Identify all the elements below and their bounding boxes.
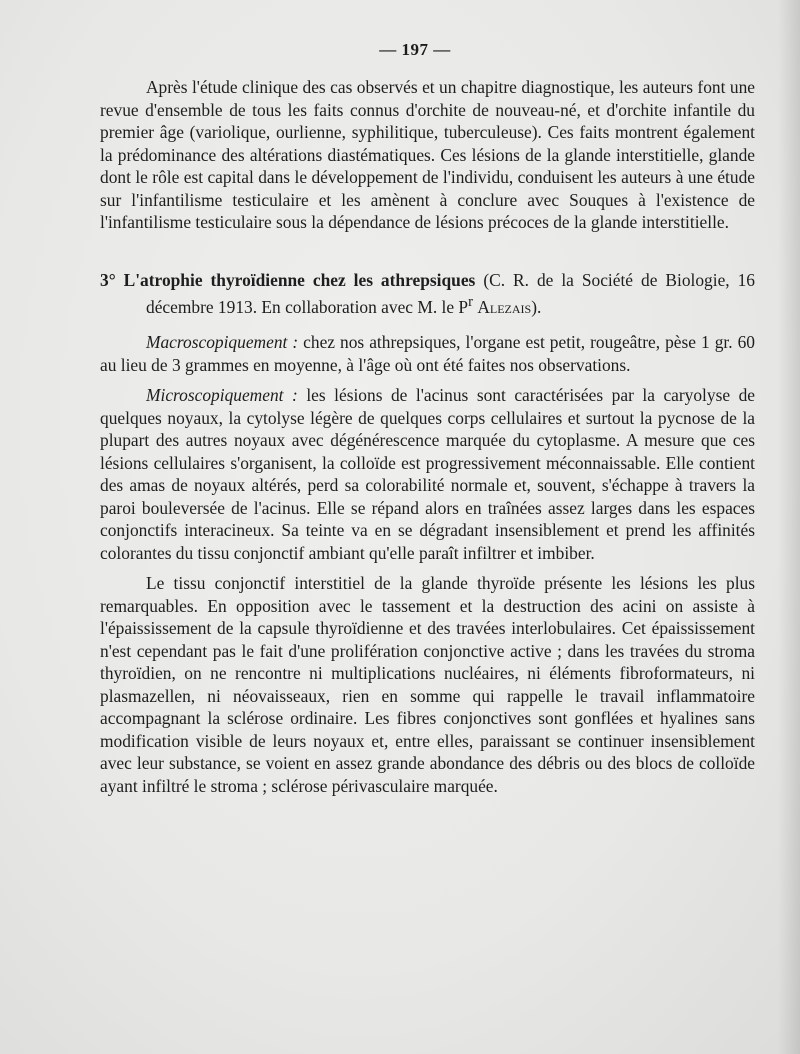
- collaborator-name: Alezais: [477, 296, 532, 317]
- section-heading: [100, 269, 755, 319]
- micro-paragraph: [100, 384, 755, 564]
- micro-label: Microscopiquement :: [146, 385, 298, 406]
- section-title: 3° L'atrophie thyroïdienne chez les athrepsiques: [100, 269, 476, 290]
- page-edge-shadow: [778, 0, 800, 1054]
- page-body: [100, 76, 755, 797]
- reference-superscript: r: [468, 294, 473, 310]
- reference-end: ).: [531, 296, 542, 317]
- macro-text: chez nos athrepsiques, l'organe est petit, rougeâtre, pèse 1 gr. 60 au lieu de 3 grammes en moyenne, à l'âge où ont été faites nos observations.: [100, 332, 756, 375]
- micro-text: les lésions de l'acinus sont caractérisées par la caryolyse de quelques noyaux, la cytolyse légère de quelques corps cellulaires et surtout la pycnose de la plupart des autres noyaux avec dégénérescence marquée du cytoplasme. A mesure que ces lésions cellulaires s'organisent, la colloïde est progressivement méconnaissable. Elle contient des amas de noyaux altérés, perd sa colorabilité normale et, souvent, s'échappe à travers la paroi bouleversée de l'acinus. Elle se répand alors en traînées assez larges dans les espaces conjonctifs interacineux. Sa teinte va en se dégradant insensiblement et prend les affinités colorantes du tissu conjonctif ambiant qu'elle paraît infiltrer et imbiber.: [100, 385, 756, 563]
- macro-label: Macroscopiquement :: [146, 332, 299, 353]
- intro-paragraph: Après l'étude clinique des cas observés et un chapitre diagnostique, les auteurs font une revue d'ensemble de tous les faits connus d'orchite de nouveau-né, et d'orchite infantile du premier âge (variolique, ourlienne, syphilitique, tuberculeuse). Ces faits montrent également la prédominance des altérations diastématiques. Ces lésions de la glande interstitielle, glande dont le rôle est capital dans le développement de l'individu, conduisent les auteurs à une étude sur l'infantilisme testiculaire et les amènent à conclure avec Souques à l'existence de l'infantilisme testiculaire sous la dépendance de lésions précoces de la glande interstitielle.: [100, 77, 755, 232]
- section-reference: (C. R. de la Société de Biologie, 16 décembre 1913. En collaboration avec M. le P: [146, 269, 755, 317]
- macro-paragraph: [100, 331, 755, 376]
- page-number: — 197 —: [379, 40, 451, 59]
- tissue-paragraph: Le tissu conjonctif interstitiel de la glande thyroïde présente les lésions les plus remarquables. En opposition avec le tassement et la destruction des acini on assiste à l'épaississement de la capsule thyroïdienne et des travées interlobulaires. Cet épaississement n'est cependant pas le fait d'une prolifération conjonctive active ; dans les travées du stroma thyroïdien, on ne rencontre ni multiplications nucléaires, ni éléments fibroformateurs, ni plasmazellen, ni néovaisseaux, rien en somme qui rappelle le travail inflammatoire accompagnant la sclérose ordinaire. Les fibres conjonctives sont gonflées et hyalines sans modification visible de leurs noyaux et, entre elles, paraissant se continuer insensiblement avec leur substance, se voient en assez grande abondance des débris ou des blocs de colloïde ayant infiltré le stroma ; sclérose périvasculaire marquée.: [100, 573, 755, 796]
